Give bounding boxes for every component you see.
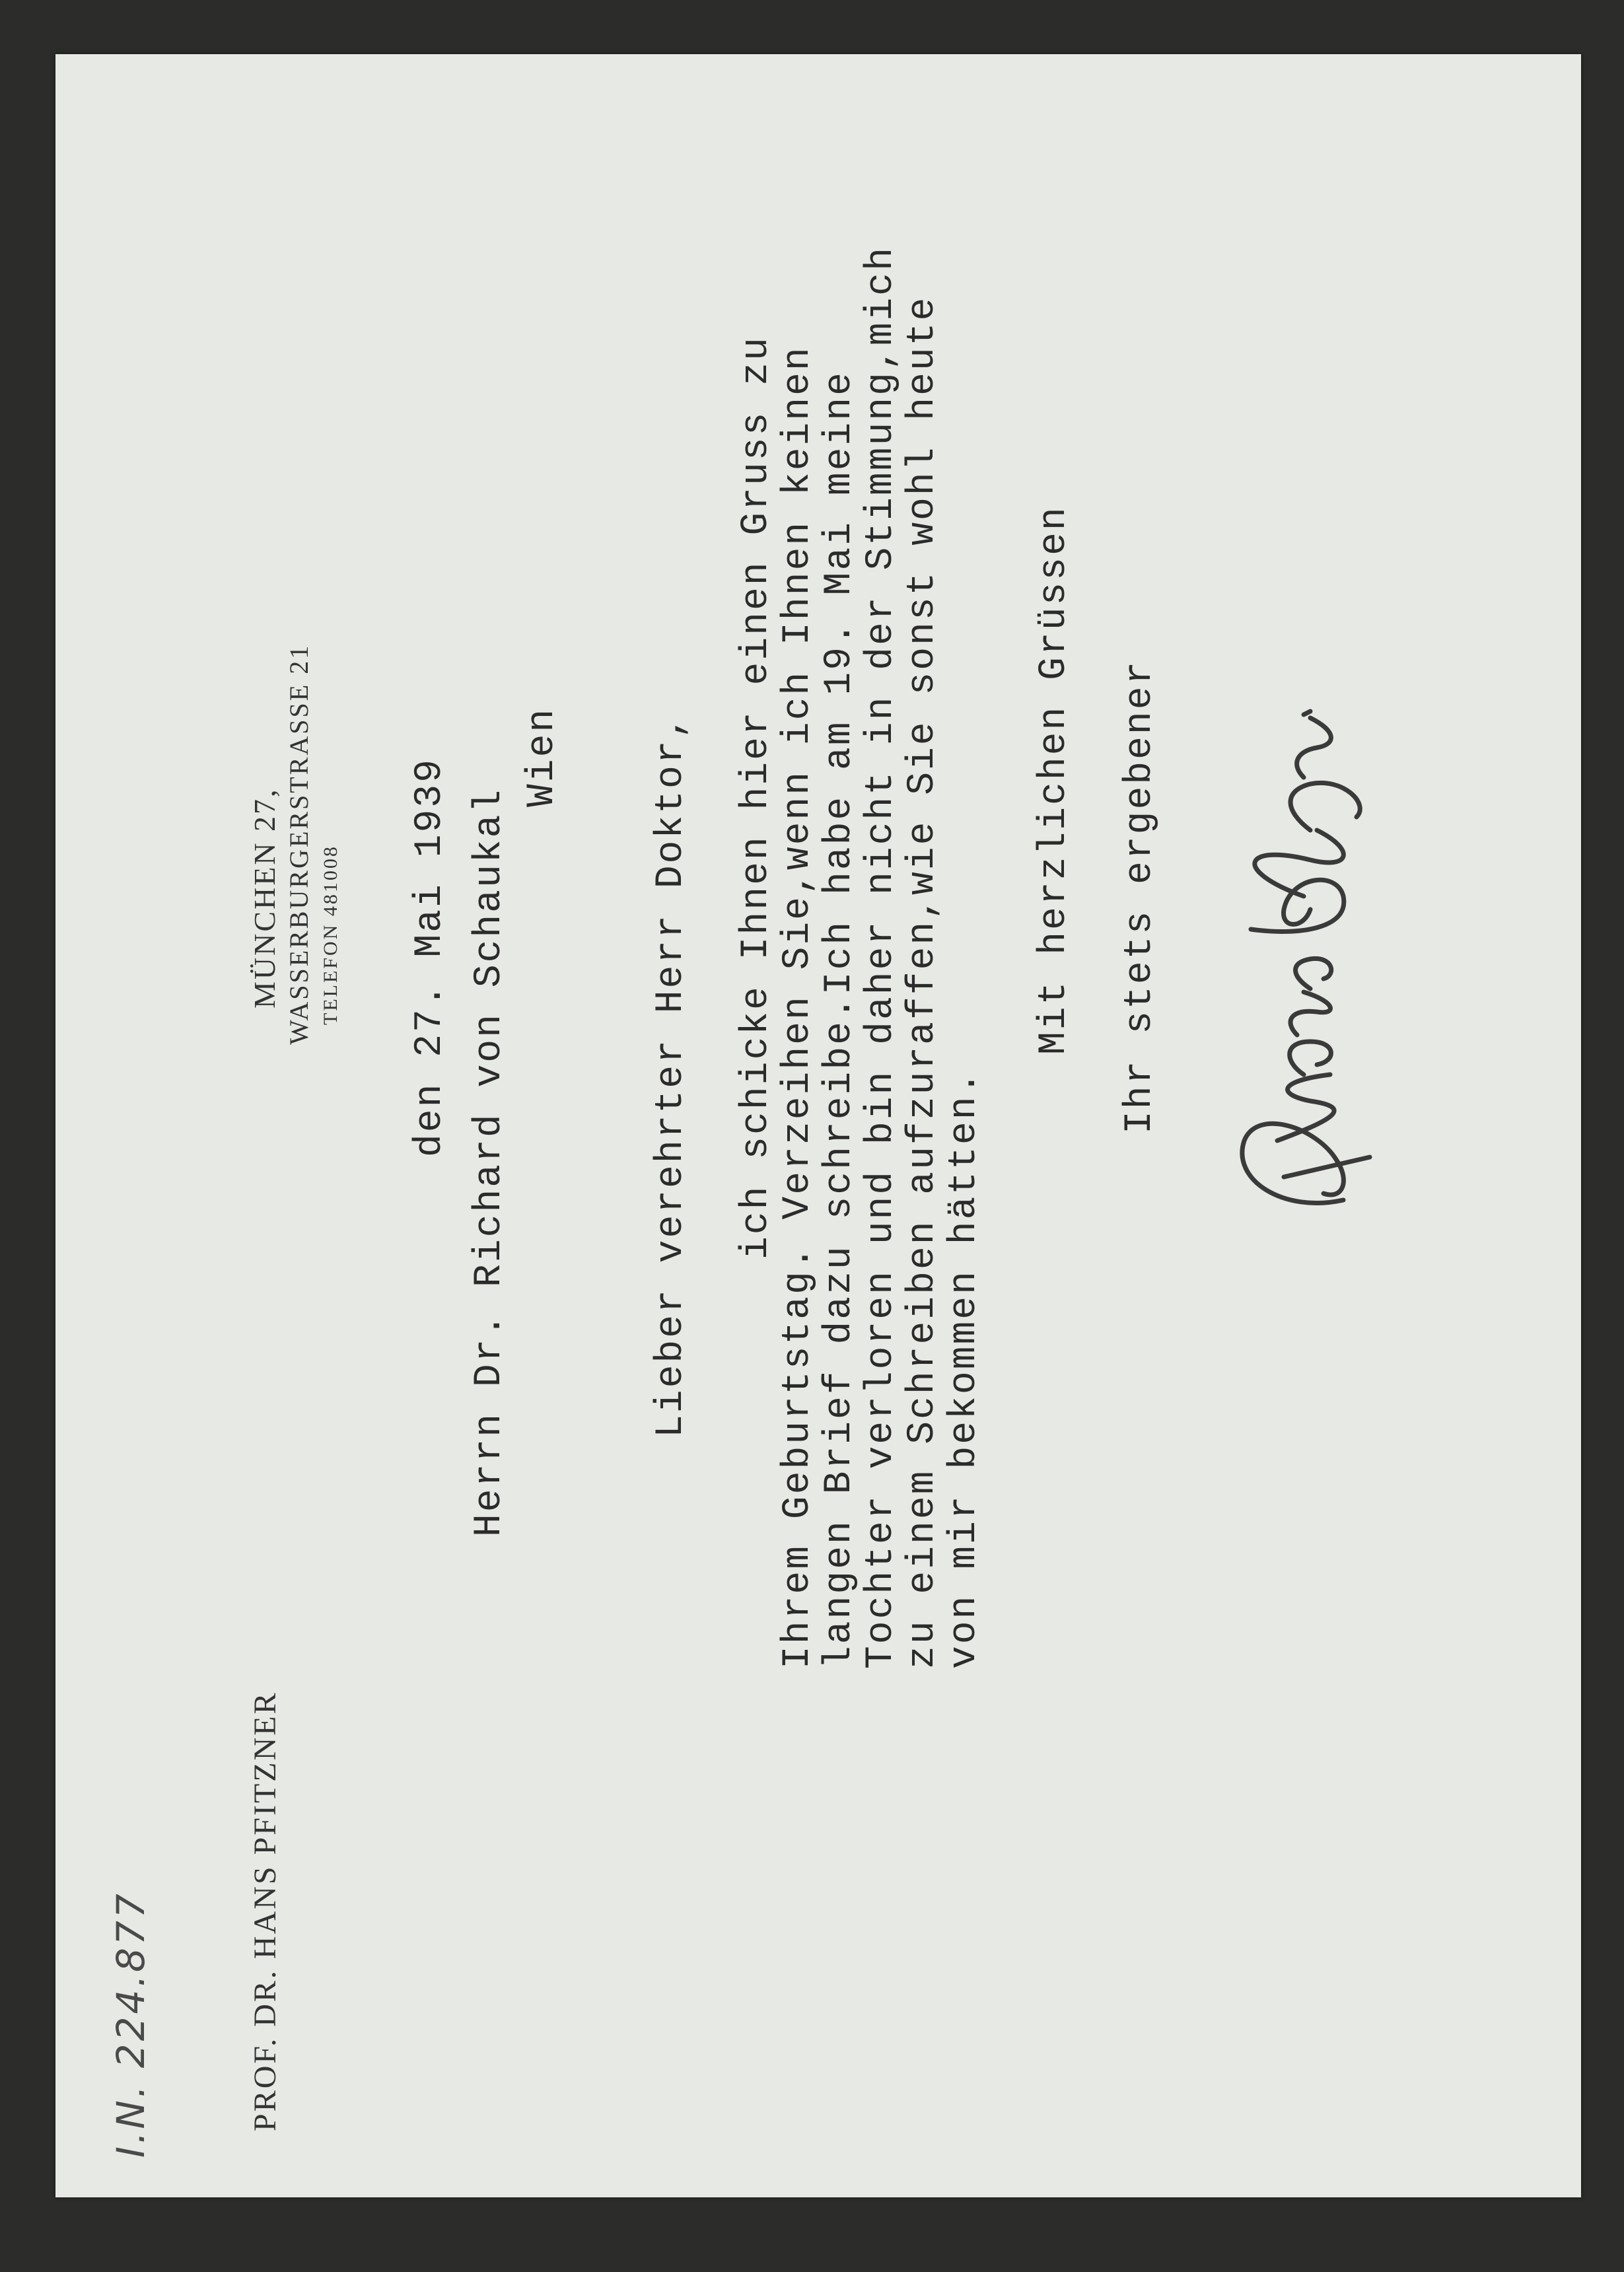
recipient-city: Wien xyxy=(521,707,564,807)
body-line: Ihrem Geburtstag. Verzeihen Sie,wenn ich Ihnen keinen xyxy=(777,345,820,1669)
letter-date: den 27. Mai 1939 xyxy=(409,758,452,1157)
letterhead-phone: TELEFON 481008 xyxy=(320,845,341,1025)
archive-number: I.N. 224.877 xyxy=(108,1891,153,2158)
letterhead-street: WASSERBURGERSTRASSE 21 xyxy=(284,643,314,1045)
closing-line: Mit herzlichen Grüssen xyxy=(1033,505,1076,1055)
body-line: Tochter verloren und bin daher nicht in der Stimmung,mich xyxy=(860,246,903,1669)
recipient-name: Herrn Dr. Richard von Schaukal xyxy=(468,787,511,1537)
letterhead-sender: PROF. DR. HANS PFITZNER xyxy=(248,1691,283,2131)
regards-line: Ihr stets ergebener xyxy=(1119,659,1162,1134)
letter-sheet xyxy=(55,54,1581,2197)
body-line: von mir bekommen hätten. xyxy=(943,1069,986,1669)
body-line: langen Brief dazu schreibe.Ich habe am 19. Mai meine xyxy=(818,371,861,1669)
body-line: ich schicke Ihnen hier einen Gruss zu xyxy=(735,336,778,1260)
letterhead-city: MÜNCHEN 27, xyxy=(248,787,281,1009)
handwritten-signature xyxy=(1205,698,1390,1240)
letter-content xyxy=(55,54,1581,2197)
letter-body xyxy=(736,246,985,1669)
body-line: zu einem Schreiben aufzuraffen,wie Sie sonst wohl heute xyxy=(901,295,944,1669)
salutation: Lieber verehrter Herr Doktor, xyxy=(650,713,693,1438)
